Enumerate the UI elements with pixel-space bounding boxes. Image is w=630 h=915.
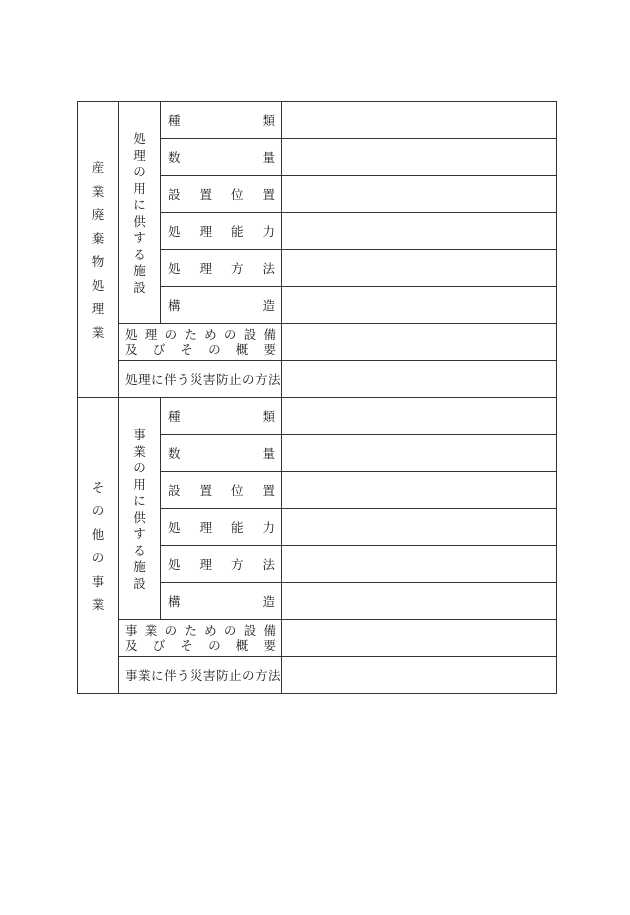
field-label-method: 処 理 方 法	[161, 250, 282, 287]
field-label-location: 設 置 位 置	[161, 472, 282, 509]
category-cell: そ の 他 の 事 業	[78, 398, 119, 694]
field-value-structure[interactable]	[282, 287, 557, 324]
facility-group-cell: 処 理 の 用 に 供 す る 施 設	[119, 102, 161, 324]
table-row	[78, 324, 557, 361]
field-value-method[interactable]	[282, 546, 557, 583]
table-row	[78, 361, 557, 398]
field-value-disaster-prevention[interactable]	[282, 657, 557, 694]
field-value-capacity[interactable]	[282, 213, 557, 250]
field-label-structure: 構 造	[161, 583, 282, 620]
field-value-equipment[interactable]	[282, 324, 557, 361]
field-value-quantity[interactable]	[282, 435, 557, 472]
field-value-disaster-prevention[interactable]	[282, 361, 557, 398]
table-row	[78, 102, 557, 139]
field-value-equipment[interactable]	[282, 620, 557, 657]
field-value-location[interactable]	[282, 176, 557, 213]
field-label-quantity: 数 量	[161, 139, 282, 176]
category-cell: 産 業 廃 棄 物 処 理 業	[78, 102, 119, 398]
field-label-capacity: 処 理 能 力	[161, 509, 282, 546]
field-label-quantity: 数 量	[161, 435, 282, 472]
field-value-structure[interactable]	[282, 583, 557, 620]
field-label-capacity: 処 理 能 力	[161, 213, 282, 250]
field-label-disaster-prevention: 事業に伴う災害防止の方法	[119, 657, 282, 694]
field-value-quantity[interactable]	[282, 139, 557, 176]
table-row	[78, 398, 557, 435]
facility-form-table	[77, 101, 557, 694]
field-label-type: 種 類	[161, 398, 282, 435]
table-row	[78, 620, 557, 657]
field-label-disaster-prevention: 処理に伴う災害防止の方法	[119, 361, 282, 398]
field-label-equipment: 事 業 の た め の 設 備 及 び そ の 概 要	[119, 620, 282, 657]
field-label-method: 処 理 方 法	[161, 546, 282, 583]
field-value-type[interactable]	[282, 398, 557, 435]
facility-group-cell: 事 業 の 用 に 供 す る 施 設	[119, 398, 161, 620]
table-row	[78, 657, 557, 694]
field-label-equipment: 処 理 の た め の 設 備 及 び そ の 概 要	[119, 324, 282, 361]
field-label-structure: 構 造	[161, 287, 282, 324]
field-value-type[interactable]	[282, 102, 557, 139]
field-value-capacity[interactable]	[282, 509, 557, 546]
field-value-method[interactable]	[282, 250, 557, 287]
field-label-type: 種 類	[161, 102, 282, 139]
field-label-location: 設 置 位 置	[161, 176, 282, 213]
field-value-location[interactable]	[282, 472, 557, 509]
